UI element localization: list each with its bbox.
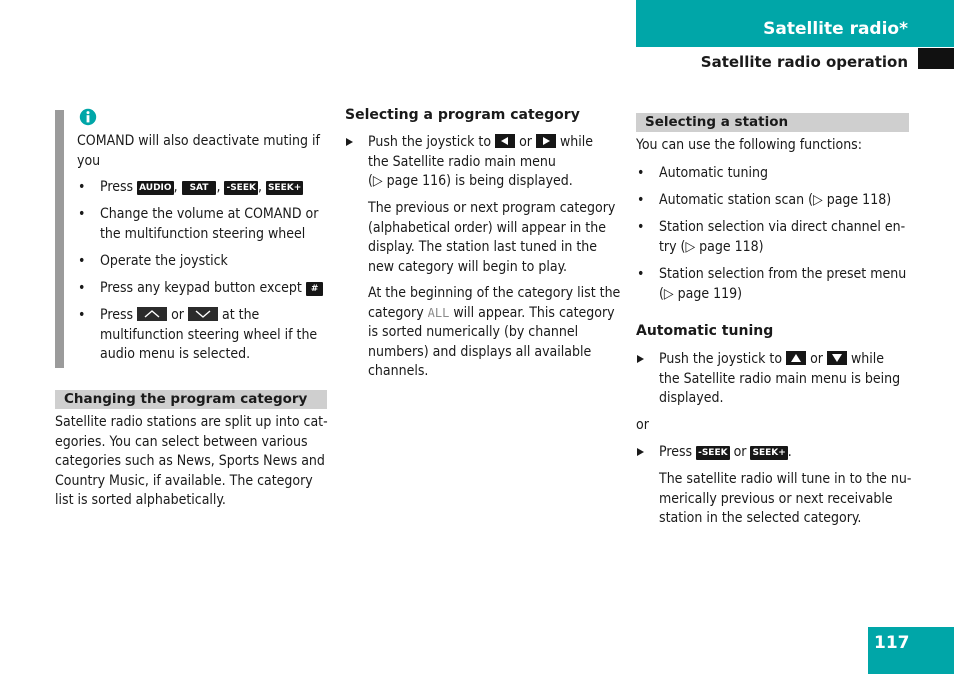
- section-bar-changing: [55, 390, 327, 409]
- step-arrow-icon: [637, 355, 644, 363]
- display-text-all: ALL: [427, 305, 450, 320]
- seek-back-key: -SEEK: [226, 183, 256, 193]
- down-arrow-key-icon: [827, 351, 847, 365]
- audio-key: AUDIO: [139, 183, 172, 193]
- seek-forward-key: SEEK+: [267, 183, 302, 193]
- seek-back-key: -SEEK: [698, 448, 728, 458]
- sat-key: SAT: [182, 181, 217, 195]
- section-bar-selecting-station: [636, 113, 909, 132]
- page-number: 117: [874, 633, 910, 653]
- page-section-title: Satellite radio*: [763, 19, 908, 39]
- up-arrow-key-icon: [786, 351, 806, 365]
- note-intro: COMAND will also deactivate muting if you: [77, 133, 320, 169]
- hash-key: #: [306, 282, 324, 296]
- changing-body: Satellite radio stations are split up into cat- egories. You can select between various categories such as News, Sports News and Country Music, if available. The category list is sorted alphabetically.: [55, 414, 328, 508]
- category-para-1: The previous or next program category (alphabetical order) will appear in the display. The station last tuned in the new category will begin to play.: [368, 200, 616, 275]
- or-text: or: [636, 417, 649, 433]
- header-tab-marker: [918, 48, 954, 69]
- station-intro: You can use the following functions:: [636, 137, 862, 153]
- section-title-selecting-station: Selecting a station: [645, 114, 789, 130]
- note-sidebar: [55, 110, 64, 368]
- right-arrow-key-icon: [536, 134, 556, 148]
- heading-selecting-category: Selecting a program category: [345, 107, 580, 123]
- up-button-icon: [137, 307, 167, 321]
- section-title-changing: Changing the program category: [64, 391, 308, 407]
- step-arrow-icon: [346, 138, 353, 146]
- info-icon: [79, 108, 97, 126]
- step-arrow-icon: [637, 448, 644, 456]
- category-para-2: At the beginning of the category list the category ALL will appear. This category is sorted numerically (by channel numbers) and displays all available channels.: [368, 285, 621, 379]
- page-subsection-title: Satellite radio operation: [700, 53, 908, 71]
- heading-automatic-tuning: Automatic tuning: [636, 323, 774, 339]
- down-button-icon: [188, 307, 218, 321]
- left-arrow-key-icon: [495, 134, 515, 148]
- seek-forward-key: SEEK+: [752, 448, 786, 458]
- auto-tuning-result: The satellite radio will tune in to the nu- merically previous or next receivable station in the selected category.: [659, 471, 912, 526]
